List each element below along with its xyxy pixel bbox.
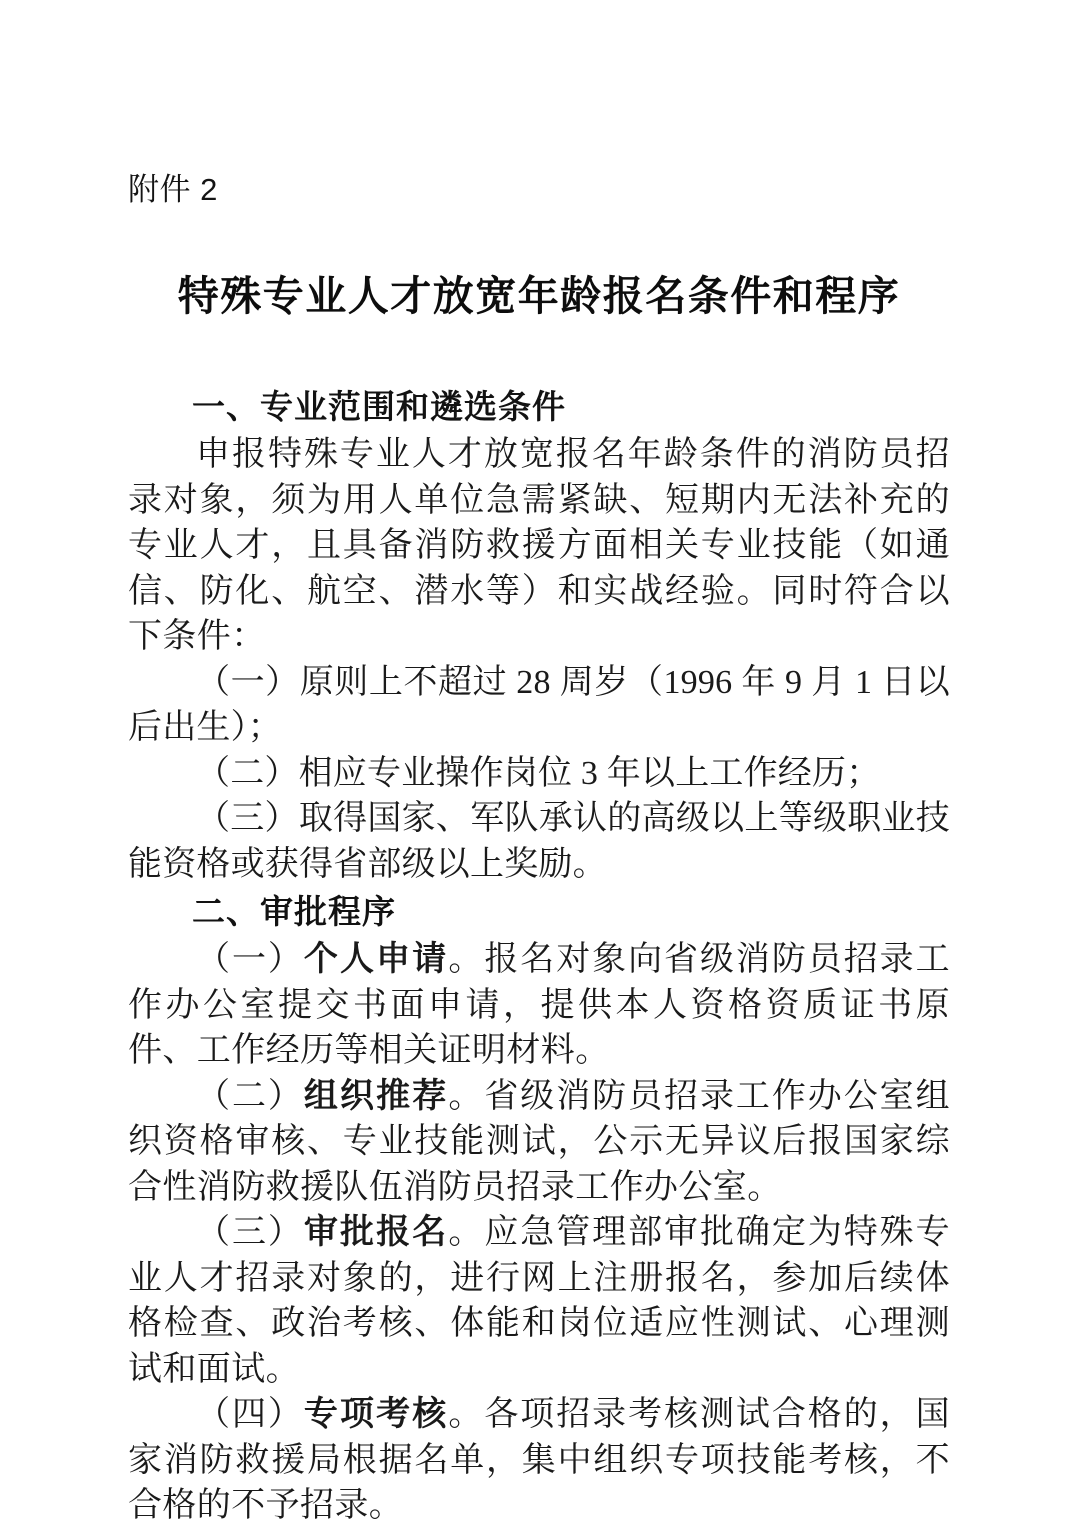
- section-2-item-3-text: 。应急管理部审批确定为特殊专业人才招录对象的，进行网上注册报名，参加后续体格检查、政治考核、体能和岗位适应性测试、心理测试和面试。: [128, 1214, 950, 1388]
- section-2-item-4-number: （四）: [196, 1396, 304, 1433]
- section-2-item-2-number: （二）: [196, 1077, 304, 1115]
- section-2-item-3-number: （三）: [196, 1214, 304, 1251]
- section-heading-2: 二、审批程序: [192, 893, 396, 930]
- section-2-item-3: [128, 1210, 950, 1392]
- section-2-item-1-text: 。报名对象向省级消防员招录工作办公室提交书面申请，提供本人资格资质证书原件、工作经历等相关证明材料。: [128, 941, 950, 1069]
- section-heading-1: 一、专业范围和遴选条件: [192, 388, 566, 425]
- section-2-item-4-lead: 专项考核: [303, 1396, 449, 1433]
- section-1-item-1: （一）原则上不超过 28 周岁（1996 年 9 月 1 日以后出生）；: [128, 663, 950, 746]
- section-2-item-1-lead: 个人申请: [303, 941, 449, 978]
- section-2-item-1-number: （一）: [196, 941, 304, 978]
- section-2-item-4: [128, 1392, 950, 1528]
- section-2-item-1: [128, 937, 950, 1074]
- section-1-item-2: （二）相应专业操作岗位 3 年以上工作经历；: [196, 754, 881, 792]
- attachment-label: 附件 2: [128, 172, 218, 207]
- section-1-intro-paragraph: 申报特殊专业人才放宽报名年龄条件的消防员招录对象，须为用人单位急需紧缺、短期内无法补充的专业人才，且具备消防救援方面相关专业技能（如通信、防化、航空、潜水等）和实战经验。同时符合以下条件：: [128, 436, 950, 655]
- section-2-item-2-lead: 组织推荐: [303, 1077, 449, 1115]
- document-title: 特殊专业人才放宽年龄报名条件和程序: [177, 273, 901, 319]
- section-1-item-3: （三）取得国家、军队承认的高级以上等级职业技能资格或获得省部级以上奖励。: [128, 800, 950, 883]
- section-2-item-4-text: 。各项招录考核测试合格的，国家消防救援局根据名单，集中组织专项技能考核，不合格的不予招录。: [128, 1396, 950, 1524]
- section-2-item-2: [128, 1074, 950, 1211]
- document-body: [128, 168, 950, 1528]
- section-2-item-2-text: 。省级消防员招录工作办公室组织资格审核、专业技能测试，公示无异议后报国家综合性消防救援队伍消防员招录工作办公室。: [128, 1077, 950, 1206]
- section-2-item-3-lead: 审批报名: [303, 1214, 449, 1251]
